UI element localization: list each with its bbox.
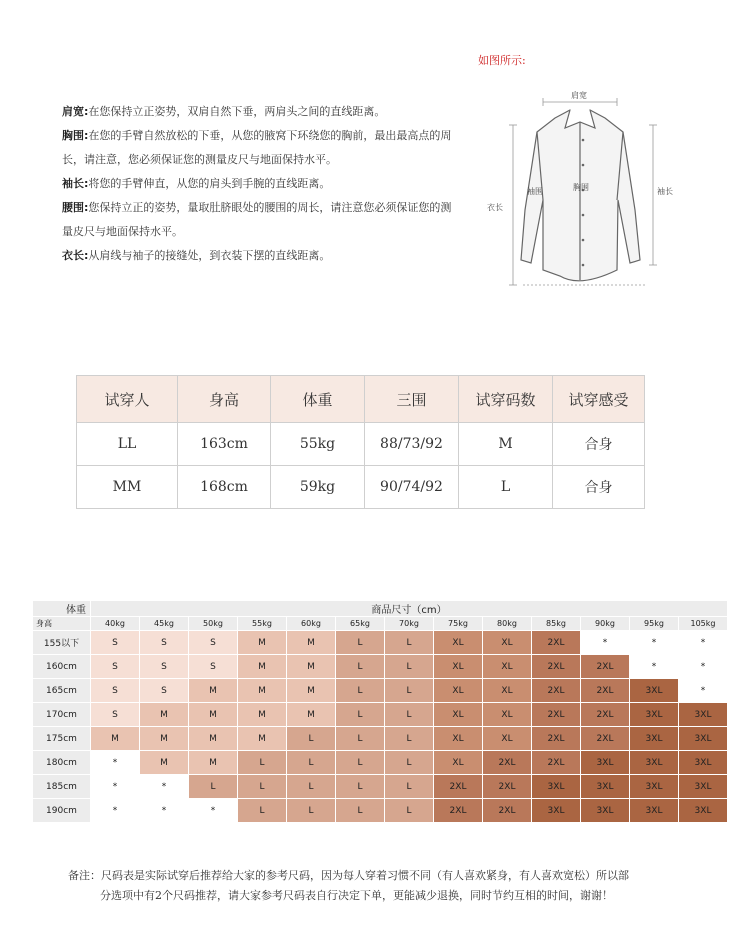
weight-header-cell: 105kg bbox=[679, 617, 728, 631]
size-cell: L bbox=[336, 679, 385, 703]
weight-axis-label: 体重 bbox=[33, 601, 91, 617]
size-cell: 3XL bbox=[679, 703, 728, 727]
size-row bbox=[33, 703, 728, 727]
size-cell: XL bbox=[434, 679, 483, 703]
weight-header-cell: 60kg bbox=[287, 617, 336, 631]
size-cell: L bbox=[385, 679, 434, 703]
height-cell: 160cm bbox=[33, 655, 91, 679]
size-cell: S bbox=[91, 631, 140, 655]
instruction-chest: 胸围:在您的手臂自然放松的下垂，从您的腋窝下环绕您的胸前，最出最高点的周长，请注意，您必须保证您的测量皮尺与地面保持水平。 bbox=[62, 129, 452, 166]
size-cell: 2XL bbox=[581, 727, 630, 751]
size-cell: 2XL bbox=[532, 727, 581, 751]
size-cell: 3XL bbox=[679, 751, 728, 775]
size-cell: 3XL bbox=[630, 799, 679, 823]
footnote-line: 备注：尺码表是实际试穿后推荐给大家的参考尺码，因为每人穿着习惯不同（有人喜欢紧身，有人喜欢宽松）所以部 bbox=[68, 869, 629, 882]
size-row bbox=[33, 751, 728, 775]
size-cell: L bbox=[336, 799, 385, 823]
weight-header-row bbox=[33, 617, 728, 631]
trial-row bbox=[77, 466, 645, 509]
trial-cell: 合身 bbox=[553, 466, 645, 509]
size-cell: 2XL bbox=[581, 655, 630, 679]
size-cell: S bbox=[189, 631, 238, 655]
trial-header-cell: 试穿感受 bbox=[553, 376, 645, 423]
trial-header-cell: 体重 bbox=[271, 376, 365, 423]
size-cell: S bbox=[189, 655, 238, 679]
size-cell: S bbox=[140, 679, 189, 703]
size-cell: M bbox=[287, 655, 336, 679]
weight-header-cell: 75kg bbox=[434, 617, 483, 631]
size-chart-title: 商品尺寸（cm） bbox=[91, 601, 728, 617]
size-cell: XL bbox=[483, 655, 532, 679]
trial-cell: 55kg bbox=[271, 423, 365, 466]
size-cell: S bbox=[140, 631, 189, 655]
size-cell: XL bbox=[483, 703, 532, 727]
size-cell: * bbox=[189, 799, 238, 823]
trial-header-cell: 试穿码数 bbox=[459, 376, 553, 423]
size-cell: L bbox=[189, 775, 238, 799]
size-cell: XL bbox=[434, 655, 483, 679]
size-cell: * bbox=[679, 679, 728, 703]
size-cell: L bbox=[287, 775, 336, 799]
size-cell: 3XL bbox=[630, 703, 679, 727]
size-cell: 3XL bbox=[679, 775, 728, 799]
size-cell: M bbox=[238, 727, 287, 751]
trial-cell: 168cm bbox=[178, 466, 271, 509]
size-cell: L bbox=[336, 727, 385, 751]
size-cell: 3XL bbox=[630, 727, 679, 751]
size-cell: L bbox=[238, 775, 287, 799]
instruction-length: 衣长:从肩线与袖子的接缝处，到衣装下摆的直线距离。 bbox=[62, 249, 331, 262]
size-cell: M bbox=[189, 727, 238, 751]
size-cell: 3XL bbox=[630, 775, 679, 799]
size-cell: XL bbox=[434, 631, 483, 655]
size-cell: 3XL bbox=[630, 679, 679, 703]
shirt-measurement-diagram bbox=[485, 80, 685, 295]
size-cell: M bbox=[287, 631, 336, 655]
size-cell: M bbox=[287, 703, 336, 727]
size-cell: L bbox=[238, 751, 287, 775]
trial-cell: 合身 bbox=[553, 423, 645, 466]
weight-header-cell: 55kg bbox=[238, 617, 287, 631]
size-row bbox=[33, 799, 728, 823]
height-cell: 180cm bbox=[33, 751, 91, 775]
size-cell: * bbox=[679, 631, 728, 655]
size-cell: 2XL bbox=[434, 775, 483, 799]
size-cell: 2XL bbox=[532, 655, 581, 679]
trial-header-cell: 身高 bbox=[178, 376, 271, 423]
height-cell: 190cm bbox=[33, 799, 91, 823]
size-cell: 3XL bbox=[679, 727, 728, 751]
size-cell: 3XL bbox=[581, 799, 630, 823]
trial-fitting-table bbox=[76, 375, 645, 509]
size-cell: L bbox=[385, 799, 434, 823]
size-row bbox=[33, 775, 728, 799]
weight-header-cell: 40kg bbox=[91, 617, 140, 631]
size-cell: * bbox=[91, 799, 140, 823]
size-cell: L bbox=[336, 751, 385, 775]
weight-header-cell: 50kg bbox=[189, 617, 238, 631]
footnote bbox=[68, 866, 708, 906]
height-cell: 170cm bbox=[33, 703, 91, 727]
size-cell: 3XL bbox=[630, 751, 679, 775]
diagram-label-length: 衣长 bbox=[487, 203, 503, 212]
trial-row bbox=[77, 423, 645, 466]
height-cell: 185cm bbox=[33, 775, 91, 799]
size-cell: M bbox=[140, 727, 189, 751]
size-cell: L bbox=[238, 799, 287, 823]
trial-cell: L bbox=[459, 466, 553, 509]
size-cell: XL bbox=[434, 703, 483, 727]
size-cell: 2XL bbox=[483, 775, 532, 799]
size-cell: 2XL bbox=[483, 751, 532, 775]
size-cell: * bbox=[91, 751, 140, 775]
height-cell: 165cm bbox=[33, 679, 91, 703]
size-cell: L bbox=[385, 775, 434, 799]
size-cell: L bbox=[385, 631, 434, 655]
size-cell: 2XL bbox=[532, 679, 581, 703]
instruction-shoulder: 肩宽:在您保持立正姿势，双肩自然下垂，两肩头之间的直线距离。 bbox=[62, 105, 386, 118]
size-cell: 3XL bbox=[679, 799, 728, 823]
diagram-label-chest: 胸围 bbox=[573, 183, 589, 192]
trial-header-row bbox=[77, 376, 645, 423]
size-row bbox=[33, 679, 728, 703]
size-cell: * bbox=[581, 631, 630, 655]
size-cell: 2XL bbox=[532, 703, 581, 727]
size-cell: L bbox=[385, 703, 434, 727]
measurement-instructions bbox=[62, 100, 462, 268]
size-cell: M bbox=[189, 751, 238, 775]
height-axis-label: 身高 bbox=[33, 617, 91, 631]
height-cell: 175cm bbox=[33, 727, 91, 751]
size-cell: L bbox=[336, 631, 385, 655]
trial-cell: 90/74/92 bbox=[365, 466, 459, 509]
size-cell: XL bbox=[434, 727, 483, 751]
weight-header-cell: 90kg bbox=[581, 617, 630, 631]
size-cell: 3XL bbox=[532, 775, 581, 799]
size-cell: 3XL bbox=[581, 775, 630, 799]
size-cell: 2XL bbox=[581, 679, 630, 703]
size-recommendation-table bbox=[32, 600, 728, 823]
weight-header-cell: 65kg bbox=[336, 617, 385, 631]
size-cell: 2XL bbox=[434, 799, 483, 823]
weight-header-cell: 80kg bbox=[483, 617, 532, 631]
size-cell: 2XL bbox=[532, 751, 581, 775]
size-cell: M bbox=[238, 655, 287, 679]
size-cell: M bbox=[189, 679, 238, 703]
size-cell: L bbox=[287, 799, 336, 823]
diagram-label-shoulder: 肩宽 bbox=[571, 91, 587, 100]
weight-header-cell: 85kg bbox=[532, 617, 581, 631]
as-shown-label: 如图所示: bbox=[478, 54, 526, 67]
instruction-sleeve: 袖长:将您的手臂伸直，从您的肩头到手腕的直线距离。 bbox=[62, 177, 331, 190]
diagram-label-waist: 袖围 bbox=[527, 187, 543, 196]
weight-header-cell: 70kg bbox=[385, 617, 434, 631]
size-cell: L bbox=[336, 703, 385, 727]
size-cell: XL bbox=[434, 751, 483, 775]
size-cell: S bbox=[91, 655, 140, 679]
size-cell: XL bbox=[483, 727, 532, 751]
size-cell: M bbox=[189, 703, 238, 727]
size-cell: S bbox=[91, 679, 140, 703]
size-cell: * bbox=[140, 799, 189, 823]
size-cell: L bbox=[336, 655, 385, 679]
size-cell: * bbox=[630, 631, 679, 655]
size-cell: 2XL bbox=[532, 631, 581, 655]
size-cell: M bbox=[238, 631, 287, 655]
size-cell: XL bbox=[483, 631, 532, 655]
trial-cell: 88/73/92 bbox=[365, 423, 459, 466]
size-cell: S bbox=[91, 703, 140, 727]
size-cell: 3XL bbox=[581, 751, 630, 775]
weight-header-cell: 45kg bbox=[140, 617, 189, 631]
size-cell: * bbox=[140, 775, 189, 799]
size-cell: S bbox=[140, 655, 189, 679]
size-cell: L bbox=[287, 727, 336, 751]
footnote-line: 分选项中有2个尺码推荐，请大家参考尺码表自行决定下单，更能减少退换，同时节约互相的时间，谢谢！ bbox=[100, 889, 613, 902]
size-cell: L bbox=[385, 655, 434, 679]
size-cell: M bbox=[140, 703, 189, 727]
size-cell: L bbox=[336, 775, 385, 799]
instruction-waist: 腰围:您保持立正的姿势，量取肚脐眼处的腰围的周长，请注意您必须保证您的测量皮尺与地面保持水平。 bbox=[62, 201, 452, 238]
height-cell: 155以下 bbox=[33, 631, 91, 655]
size-cell: M bbox=[140, 751, 189, 775]
size-row bbox=[33, 727, 728, 751]
size-cell: L bbox=[385, 751, 434, 775]
weight-header-cell: 95kg bbox=[630, 617, 679, 631]
size-cell: 2XL bbox=[483, 799, 532, 823]
size-cell: M bbox=[287, 679, 336, 703]
trial-cell: 163cm bbox=[178, 423, 271, 466]
diagram-label-sleeve: 袖长 bbox=[657, 187, 673, 196]
size-cell: L bbox=[287, 751, 336, 775]
trial-header-cell: 试穿人 bbox=[77, 376, 178, 423]
size-cell: M bbox=[238, 703, 287, 727]
trial-cell: LL bbox=[77, 423, 178, 466]
size-cell: * bbox=[91, 775, 140, 799]
size-row bbox=[33, 655, 728, 679]
size-cell: * bbox=[630, 655, 679, 679]
size-cell: M bbox=[91, 727, 140, 751]
trial-cell: M bbox=[459, 423, 553, 466]
trial-cell: MM bbox=[77, 466, 178, 509]
size-cell: 2XL bbox=[581, 703, 630, 727]
size-cell: M bbox=[238, 679, 287, 703]
size-chart-title-row bbox=[33, 601, 728, 617]
size-cell: 3XL bbox=[532, 799, 581, 823]
size-cell: XL bbox=[483, 679, 532, 703]
size-cell: * bbox=[679, 655, 728, 679]
trial-cell: 59kg bbox=[271, 466, 365, 509]
trial-header-cell: 三围 bbox=[365, 376, 459, 423]
size-cell: L bbox=[385, 727, 434, 751]
size-row bbox=[33, 631, 728, 655]
